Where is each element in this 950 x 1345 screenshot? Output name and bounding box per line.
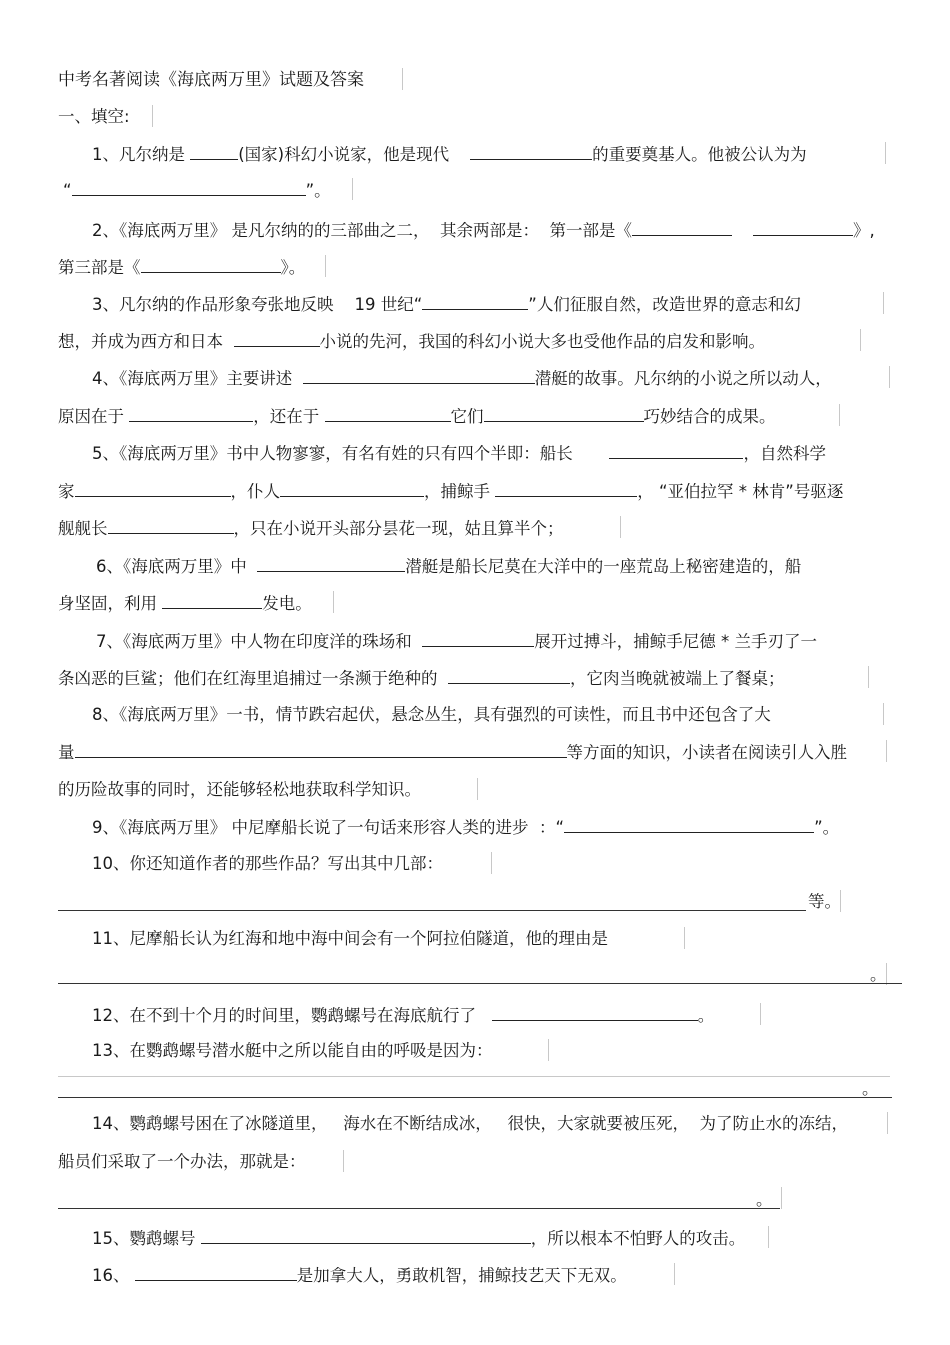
question-8-line-3: 的历险故事的同时，还能够轻松地获取科学知识。 <box>58 780 421 799</box>
answer-blank[interactable] <box>162 591 262 609</box>
answer-blank[interactable] <box>75 740 567 758</box>
question-1-line-2: “ ”。 <box>63 178 331 203</box>
question-3-line-2: 想，并成为西方和日本 小说的先河，我国的科幻小说大多也受他作品的启发和影响。 <box>58 329 765 354</box>
question-16-line-1: 16、 是加拿大人，勇敢机智，捕鲸技艺天下无双。 <box>92 1263 627 1288</box>
border-mark <box>886 740 887 762</box>
border-mark <box>868 666 869 688</box>
question-4-line-2: 原因在于 ，还在于 它们 巧妙结合的成果。 <box>58 404 776 429</box>
question-1-line-1: 1、凡尔纳是 (国家)科幻小说家，他是现代 的重要奠基人。他被公认为为 <box>92 142 807 167</box>
border-mark <box>889 366 890 388</box>
question-7-line-1: 7、《海底两万里》中人物在印度洋的珠场和 展开过搏斗，捕鲸手尼德 * 兰手刃了一 <box>96 629 817 654</box>
border-mark <box>491 852 492 874</box>
question-13-line-1: 13、在鹦鹉螺号潜水艇中之所以能自由的呼吸是因为： <box>92 1041 493 1060</box>
answer-blank[interactable] <box>129 404 253 422</box>
question-15-line-1: 15、鹦鹉螺号 ，所以根本不怕野人的攻击。 <box>92 1226 745 1251</box>
question-10-ending: 等。 <box>808 892 841 911</box>
question-7-line-2: 条凶恶的巨鲨；他们在红海里追捕过一条濒于绝种的 ，它肉当晚就被端上了餐桌； <box>58 666 785 691</box>
answer-blank[interactable] <box>753 218 853 236</box>
answer-blank[interactable] <box>108 516 234 534</box>
question-8-line-2: 量 等方面的知识，小读者在阅读引人入胜 <box>58 740 847 765</box>
question-4-line-1: 4、《海底两万里》主要讲述 潜艇的故事。凡尔纳的小说之所以动人， <box>92 366 832 391</box>
border-mark <box>343 1150 344 1172</box>
border-mark <box>548 1039 549 1061</box>
answer-blank[interactable] <box>448 666 570 684</box>
question-2-line-2: 第三部是《 》。 <box>58 255 305 280</box>
answer-line[interactable] <box>58 910 806 911</box>
question-14-ending: 。 <box>756 1190 773 1209</box>
question-5-line-1: 5、《海底两万里》书中人物寥寥，有名有姓的只有四个半即：船长 ，自然科学 <box>92 441 826 466</box>
question-9-line-1: 9、《海底两万里》 中尼摩船长说了一句话来形容人类的进步 ：“ ”。 <box>92 815 839 840</box>
border-mark <box>768 1226 769 1248</box>
question-5-line-2: 家 ，仆人 ，捕鲸手 ， “亚伯拉罕 * 林肯”号驱逐 <box>58 479 843 504</box>
question-14-line-2: 船员们采取了一个办法，那就是： <box>58 1152 306 1171</box>
answer-blank[interactable] <box>280 479 424 497</box>
border-mark <box>674 1263 675 1285</box>
border-mark <box>885 142 886 164</box>
answer-blank[interactable] <box>564 815 814 833</box>
border-mark <box>781 1187 782 1209</box>
border-mark <box>477 778 478 800</box>
answer-blank[interactable] <box>325 404 451 422</box>
answer-blank[interactable] <box>422 292 528 310</box>
answer-blank[interactable] <box>190 142 238 160</box>
border-mark <box>58 1076 890 1077</box>
question-8-line-1: 8、《海底两万里》一书，情节跌宕起伏，悬念丛生，具有强烈的可读性，而且书中还包含了大 <box>92 705 771 724</box>
question-6-line-1: 6、《海底两万里》中 潜艇是船长尼莫在大洋中的一座荒岛上秘密建造的，船 <box>96 554 801 579</box>
answer-blank[interactable] <box>470 142 592 160</box>
section-heading: 一、填空: <box>58 107 130 126</box>
question-12-line-1: 12、在不到十个月的时间里，鹦鹉螺号在海底航行了 。 <box>92 1003 714 1028</box>
answer-blank[interactable] <box>141 255 281 273</box>
border-mark <box>333 591 334 613</box>
border-mark <box>883 292 884 314</box>
answer-blank[interactable] <box>492 1003 698 1021</box>
answer-blank[interactable] <box>632 218 732 236</box>
border-mark <box>887 1112 888 1134</box>
border-mark <box>402 68 403 90</box>
border-mark <box>760 1003 761 1025</box>
question-14-line-1: 14、鹦鹉螺号困在了冰隧道里， 海水在不断结成冰， 很快，大家就要被压死， 为了防止水的冻结， <box>92 1114 848 1133</box>
answer-blank[interactable] <box>135 1263 297 1281</box>
question-3-line-1: 3、凡尔纳的作品形象夸张地反映 19 世纪“ ”人们征服自然，改造世界的意志和幻 <box>92 292 801 317</box>
answer-blank[interactable] <box>484 404 644 422</box>
answer-blank[interactable] <box>257 554 405 572</box>
answer-blank[interactable] <box>75 479 231 497</box>
border-mark <box>860 329 861 351</box>
answer-line[interactable] <box>58 1208 780 1209</box>
answer-blank[interactable] <box>72 178 306 196</box>
answer-blank[interactable] <box>422 629 534 647</box>
border-mark <box>325 255 326 277</box>
question-11-ending: 。 <box>870 965 887 984</box>
answer-blank[interactable] <box>495 479 637 497</box>
border-mark <box>684 927 685 949</box>
answer-blank[interactable] <box>609 441 743 459</box>
border-mark <box>839 404 840 426</box>
question-10-line-1: 10、你还知道作者的那些作品？写出其中几部： <box>92 854 443 873</box>
border-mark <box>152 105 153 127</box>
border-mark <box>883 703 884 725</box>
question-13-ending: 。 <box>862 1079 879 1098</box>
answer-blank[interactable] <box>303 366 535 384</box>
answer-blank[interactable] <box>201 1226 531 1244</box>
question-6-line-2: 身坚固，利用 发电。 <box>58 591 312 616</box>
document-title: 中考名著阅读《海底两万里》试题及答案 <box>58 70 364 90</box>
border-mark <box>352 178 353 200</box>
answer-line[interactable] <box>58 1097 892 1098</box>
border-mark <box>620 516 621 538</box>
answer-blank[interactable] <box>234 329 320 347</box>
question-2-line-1: 2、《海底两万里》 是凡尔纳的的三部曲之二， 其余两部是： 第一部是《 》, <box>92 218 875 243</box>
answer-line[interactable] <box>58 983 902 984</box>
question-11-line-1: 11、尼摩船长认为红海和地中海中间会有一个阿拉伯隧道，他的理由是 <box>92 929 608 948</box>
question-5-line-3: 舰舰长 ，只在小说开头部分昙花一现，姑且算半个； <box>58 516 564 541</box>
